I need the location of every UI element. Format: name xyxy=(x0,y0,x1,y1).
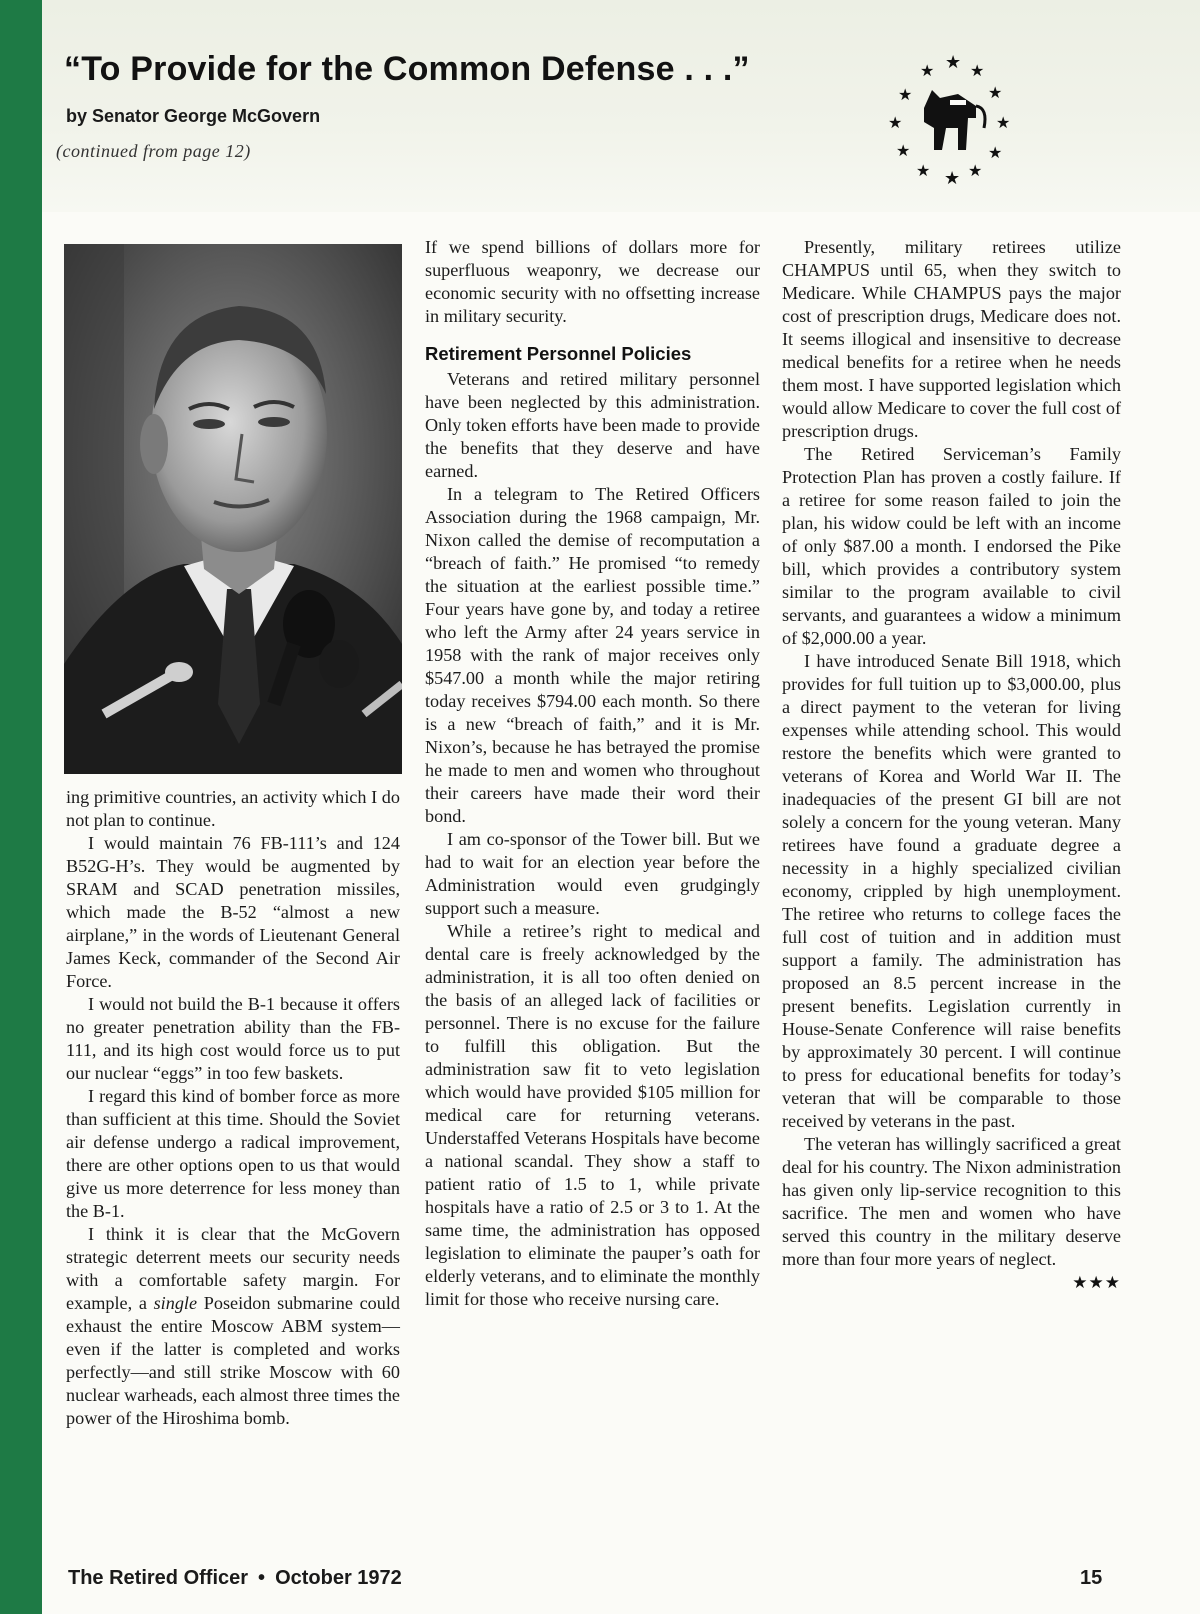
svg-text:★: ★ xyxy=(888,113,903,132)
section-heading: Retirement Personnel Policies xyxy=(425,343,692,364)
continued-note: (continued from page 12) xyxy=(56,141,251,161)
paragraph-text: Poseidon submarine could exhaust the entire Moscow ABM system—even if the latter is completed and works perfectly—and still strike Moscow with 60 nuclear warheads, each almost three times the power of the Hiroshima bomb. xyxy=(66,1293,400,1428)
emphasis-text: single xyxy=(153,1293,198,1313)
publication-name: The Retired Officer xyxy=(68,1567,249,1589)
paragraph: I would maintain 76 FB-111’s and 124 B52G-H’s. They would be augmented by SRAM and SCAD penetration missiles, which made the B-52 “almost a new airplane,” in the words of Lieutenant General James Keck, commander of the Second Air Force. xyxy=(66,833,400,991)
paragraph-text: The veteran has willingly sacrificed a great deal for his country. The Nixon administration has given only lip-service recognition to this sacrifice. The men and women who have served this country in the military deserve more than four more years of neglect. xyxy=(782,1134,1121,1269)
article-column-3 xyxy=(782,236,1121,1294)
paragraph: If we spend billions of dollars more for superfluous weaponry, we decrease our economic security with no offsetting increase in military security. xyxy=(425,237,760,326)
svg-text:★: ★ xyxy=(920,61,935,80)
svg-text:★: ★ xyxy=(944,168,961,188)
senator-portrait-photo xyxy=(64,244,402,774)
paragraph: Veterans and retired military personnel have been neglected by this administration. Only token efforts have been made to provide the benefits that they deserve and have earned. xyxy=(425,369,760,481)
article-column-2 xyxy=(425,236,760,1311)
paragraph: I am co-sponsor of the Tower bill. But we had to wait for an election year before the Administration would even grudgingly support such a measure. xyxy=(425,829,760,918)
svg-text:★: ★ xyxy=(896,141,911,160)
paragraph-text: I think it is clear that the McGovern strategic deterrent meets our security needs with a comfortable safety margin. For example, a xyxy=(66,1224,400,1313)
paragraph: I regard this kind of bomber force as more than sufficient at this time. Should the Soviet air defense undergo a radical improvement, there are other options open to us that would give us more deterrence for less money than the B-1. xyxy=(66,1086,400,1221)
paragraph: I would not build the B-1 because it offers no greater penetration ability than the FB-111, and its high cost would force us to put our nuclear “eggs” in too few baskets. xyxy=(66,994,400,1083)
svg-text:★: ★ xyxy=(988,143,1003,162)
byline: by Senator George McGovern xyxy=(66,106,321,126)
paragraph xyxy=(782,1133,1121,1292)
article-title: “To Provide for the Common Defense . . .” xyxy=(64,50,750,88)
paragraph: While a retiree’s right to medical and dental care is freely acknowledged by the administration, it is all too often denied on the basis of an alleged lack of facilities or personnel. There is no excuse for the failure to fulfill this obligation. But the administration saw fit to veto legislation which would have provided $105 million for medical care for returning veterans. Understaffed Veterans Hospitals have become a national scandal. They show a staff to patient ratio of 1.5 to 1, while private hospitals have a ratio of 2.5 or 3 to 1. At the same time, the administration has opposed legislation to eliminate the pauper’s oath for elderly veterans, and to eliminate the monthly limit for those who receive nursing care. xyxy=(425,921,760,1309)
footer-separator: • xyxy=(258,1567,266,1589)
svg-text:★: ★ xyxy=(945,52,962,73)
footer-publication xyxy=(68,1567,402,1590)
donkey-stars-logo-icon xyxy=(880,48,1020,188)
end-of-article-stars-icon: ★★★ xyxy=(1072,1273,1121,1292)
paragraph: ing primitive countries, an activity which I do not plan to continue. xyxy=(66,787,400,830)
paragraph: The Retired Serviceman’s Family Protection Plan has proven a costly failure. If a retiree for some reason failed to join the plan, his widow could be left with an income of only $87.00 a month. I endorsed the Pike bill, which provides a contributory system similar to the program available to civil servants, and guarantees a widow a minimum of $2,000.00 a year. xyxy=(782,444,1121,648)
svg-text:★: ★ xyxy=(996,113,1011,132)
svg-text:★: ★ xyxy=(968,161,983,180)
svg-text:★: ★ xyxy=(988,83,1003,102)
article-column-1 xyxy=(66,786,400,1430)
issue-date: October 1972 xyxy=(275,1567,402,1589)
paragraph: In a telegram to The Retired Officers Association during the 1968 campaign, Mr. Nixon called the demise of recomputation a “breach of faith.” He promised “to remedy the situation at the earliest possible time.” Four years have gone by, and today a retiree who left the Army after 24 years service in 1958 with the rank of major receives only $547.00 a month while the major retiring today receives $794.00 each month. So there is a new “breach of faith,” and it is Mr. Nixon’s, because he has betrayed the promise he made to men and women who throughout their careers have made their word their bond. xyxy=(425,484,760,826)
left-accent-bar xyxy=(0,0,42,1614)
paragraph xyxy=(66,1223,400,1430)
paragraph: I have introduced Senate Bill 1918, which provides for full tuition up to $3,000.00, plus a direct payment to the veteran for living expenses while attending school. This would restore the benefits which were granted to veterans of Korea and World War II. The inadequacies of the present GI bill are not solely a concern for the young veteran. Many retirees have found a graduate degree a necessity in a highly specialized civilian economy, crippled by high unemployment. The retiree who returns to college faces the full cost of tuition and in addition must support a family. The administration has proposed an 8.5 percent increase in the present benefits. Legislation currently in House-Senate Conference will raise benefits by approximately 30 percent. I will continue to press for educational benefits for today’s veteran that will be comparable to those received by veterans in the past. xyxy=(782,651,1121,1131)
paragraph: Presently, military retirees utilize CHAMPUS until 65, when they switch to Medicare. While CHAMPUS pays the major cost of prescription drugs, Medicare does not. It seems illogical and insensitive to decrease medical benefits for a retiree when he needs them most. I have supported legislation which would allow Medicare to cover the full cost of prescription drugs. xyxy=(782,237,1121,441)
svg-text:★: ★ xyxy=(916,161,931,180)
page-number: 15 xyxy=(1080,1567,1103,1589)
svg-text:★: ★ xyxy=(898,85,913,104)
svg-text:★: ★ xyxy=(970,61,985,80)
